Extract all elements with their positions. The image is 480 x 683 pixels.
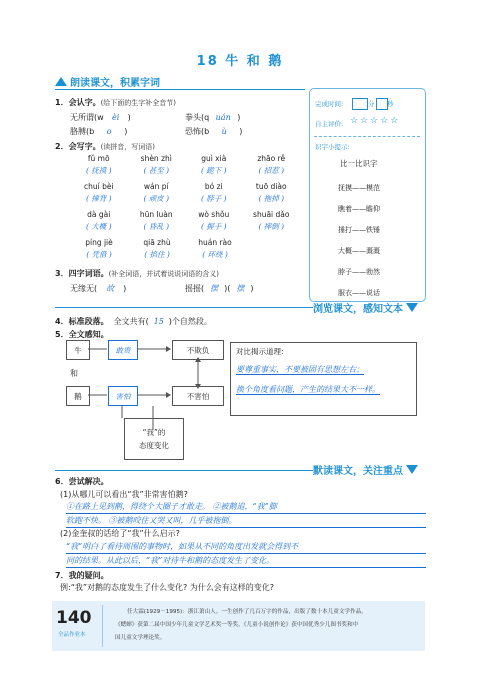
answer-text: 15 bbox=[153, 317, 164, 326]
pinyin: píng jiè bbox=[85, 238, 113, 247]
answer-box: 敢贵 bbox=[108, 340, 138, 360]
answer-text: “我”明白了看待周围的事物时，如果从不同的角度出发就会得到不 同的结果。从此以后，“我”对待牛和鹅的态度发生了变化。 bbox=[66, 540, 426, 568]
answer-text: 故 bbox=[106, 284, 115, 293]
page-title: 18 牛 和 鹅 bbox=[196, 54, 284, 69]
q2-heading bbox=[55, 141, 155, 153]
comparison-title: 对比揭示道理: bbox=[236, 347, 284, 356]
footer-brand: 全品作业本 bbox=[58, 632, 86, 638]
pinyin: huán rào bbox=[198, 238, 232, 247]
word-answer: ( 拖掉 ) bbox=[258, 194, 285, 203]
q3-hint: (补全词语，并试着说说词语的含义) bbox=[108, 270, 220, 278]
pinyin: hūn luàn bbox=[139, 210, 173, 219]
q7-heading: 7．我的疑问。 bbox=[55, 571, 109, 580]
pinyin: dà gài bbox=[87, 210, 111, 219]
divider bbox=[55, 307, 313, 308]
q2-hint: (读拼音，写词语) bbox=[100, 143, 156, 151]
node-e: 鹅 bbox=[66, 386, 90, 406]
divider bbox=[55, 89, 305, 90]
q6-sub2: (2)金奎叔的话给了“我”什么启示? bbox=[60, 529, 180, 538]
q1-item: 无所谓(w èi ) bbox=[70, 113, 131, 122]
triangle-icon bbox=[406, 465, 418, 474]
star-rating[interactable]: ☆☆☆☆☆ bbox=[350, 116, 401, 126]
pair: 瞧着——瞻仰 bbox=[338, 205, 380, 213]
answer-text: èi bbox=[112, 113, 120, 122]
q6-sub1: (1)从哪儿可以看出“我”非常害怕鹅? bbox=[60, 490, 188, 499]
pinyin: qiā zhù bbox=[143, 238, 171, 247]
sec-label: 秒 bbox=[387, 100, 394, 108]
node-he: 和 bbox=[70, 369, 78, 378]
pinyin: tuō diào bbox=[255, 182, 287, 191]
answer-text: ù bbox=[221, 127, 227, 136]
node-attitude-change: “我”的 态度变化 bbox=[124, 418, 184, 460]
footer-note: 任大霖(1929－1995)：浙江萧山人。一生创作了几百万字的作品，出版了数十本儿童文学作品。 《蟋蟀》获第二届中国少年儿童文学艺术奖一等奖，《儿童小说创作论》获中国优秀少儿图书奖和中 国儿童文学理论奖。 bbox=[115, 609, 367, 641]
q1-item: 拳头(q uán ) bbox=[185, 113, 241, 122]
section-title: 默读课文，关注重点 bbox=[313, 466, 403, 477]
pair: 抚摸——模范 bbox=[338, 184, 380, 192]
triangle-icon bbox=[406, 303, 418, 312]
node-niu: 牛 bbox=[66, 340, 90, 360]
triangle-icon bbox=[55, 77, 67, 86]
node-not-bully: 不欺负 bbox=[172, 340, 224, 360]
pinyin: chuí bèi bbox=[83, 182, 114, 191]
word-answer: ( 掐住 ) bbox=[144, 250, 170, 259]
word-answer: ( 捶背 ) bbox=[85, 194, 112, 203]
q1-item: 恐怖(b ù ) bbox=[185, 127, 243, 136]
word-answer: ( 抚摸 ) bbox=[85, 166, 112, 175]
pinyin: wò shǒu bbox=[198, 210, 230, 219]
answer-box: 害怕 bbox=[108, 386, 138, 406]
section-header-silent bbox=[313, 462, 418, 477]
section-title: 朗读课文，积累字词 bbox=[70, 78, 160, 89]
pair: 脖子——勃然 bbox=[338, 268, 380, 276]
divider bbox=[55, 470, 313, 471]
answer-text: 摆 bbox=[236, 284, 245, 293]
q3-item: 摇摇( 摆 )( 摆 ) bbox=[185, 284, 254, 293]
pinyin: fǔ mō bbox=[87, 154, 110, 163]
word-answer: ( 跪下 ) bbox=[200, 166, 227, 175]
q1-heading bbox=[55, 97, 176, 109]
pinyin: shèn zhì bbox=[140, 154, 172, 163]
word-answer: ( 甚至 ) bbox=[143, 166, 170, 175]
section-header-browse bbox=[313, 300, 418, 315]
answer-text: ①在路上见到鹅，得绕个大圈子才敢走。 ②被鹅追，“我”脚 软跑不快。 ③被鹅咬住又哭又叫，几乎被拖倒。 bbox=[66, 500, 426, 528]
answer-text: 摆 bbox=[210, 284, 219, 293]
pair: 大概——溉溉 bbox=[338, 247, 380, 255]
q3-heading bbox=[55, 268, 219, 280]
divider bbox=[314, 136, 420, 137]
q2-row bbox=[70, 154, 300, 176]
section-title: 浏览课文，感知文本 bbox=[313, 304, 403, 315]
word-answer: ( 大概 ) bbox=[85, 222, 112, 231]
q2-label: 2．会写字。 bbox=[55, 142, 101, 151]
q3-label: 3．四字词语。 bbox=[55, 269, 109, 278]
answer-text: uán bbox=[215, 113, 231, 122]
word-answer: ( 招惹 ) bbox=[258, 166, 285, 175]
q4: 4．标准段落。 全文共有( 15 )个自然段。 bbox=[55, 317, 212, 326]
pair: 捶打——铁锤 bbox=[338, 226, 380, 234]
q3-item: 无缘无( 故 ) bbox=[70, 284, 127, 293]
pinyin: shuāi dǎo bbox=[253, 210, 290, 219]
q1-hint: (给下面的生字补全音节) bbox=[100, 99, 177, 107]
q5-heading: 5．全文感知。 bbox=[55, 330, 109, 339]
q7-example: 例:“我”对鹅的态度发生了什么变化? 为什么会有这样的变化? bbox=[60, 583, 275, 592]
word-answer: ( 环绕 ) bbox=[202, 250, 228, 259]
q2-row bbox=[70, 210, 300, 232]
word-answer: ( 摔倒 ) bbox=[258, 222, 285, 231]
node-not-afraid: 不害怕 bbox=[172, 386, 224, 406]
answer-text: o bbox=[106, 127, 112, 136]
eval-label: 自主评价: bbox=[315, 120, 344, 128]
word-answer: ( 凭借 ) bbox=[86, 250, 112, 259]
tip-title: 识字小提示: bbox=[315, 143, 350, 151]
page-number: 140 bbox=[56, 608, 92, 628]
answer-text: 换个角度看问题，产生的结果大不一样。 bbox=[236, 385, 380, 394]
pinyin: guì xià bbox=[201, 154, 227, 163]
q2-row bbox=[70, 238, 300, 260]
tip-heading: 比一比识字 bbox=[340, 159, 378, 168]
minutes-field[interactable] bbox=[352, 98, 368, 110]
answer-text: 要尊重事实，不要被固有思想左右； bbox=[236, 365, 364, 374]
q2-row bbox=[70, 182, 300, 204]
word-answer: ( 脖子 ) bbox=[200, 194, 227, 203]
min-label: 分 bbox=[368, 100, 375, 108]
q6-heading: 6．尝试解决。 bbox=[55, 477, 109, 486]
word-answer: ( 昏乱 ) bbox=[143, 222, 170, 231]
word-answer: ( 顽皮 ) bbox=[143, 194, 170, 203]
pinyin: wán pí bbox=[143, 182, 169, 191]
section-header-read bbox=[55, 74, 160, 89]
pair: 服衣——说话 bbox=[338, 289, 380, 297]
time-label: 完成时间: bbox=[315, 100, 344, 108]
pinyin: bó zi bbox=[204, 182, 223, 191]
pinyin: zhāo rě bbox=[257, 154, 286, 163]
tip-pairs bbox=[338, 178, 418, 304]
divider bbox=[102, 605, 113, 647]
q1-label: 1．会认字。 bbox=[55, 98, 101, 107]
word-answer: ( 握手 ) bbox=[200, 222, 227, 231]
q1-item: 胳膊(b o ) bbox=[70, 127, 128, 136]
